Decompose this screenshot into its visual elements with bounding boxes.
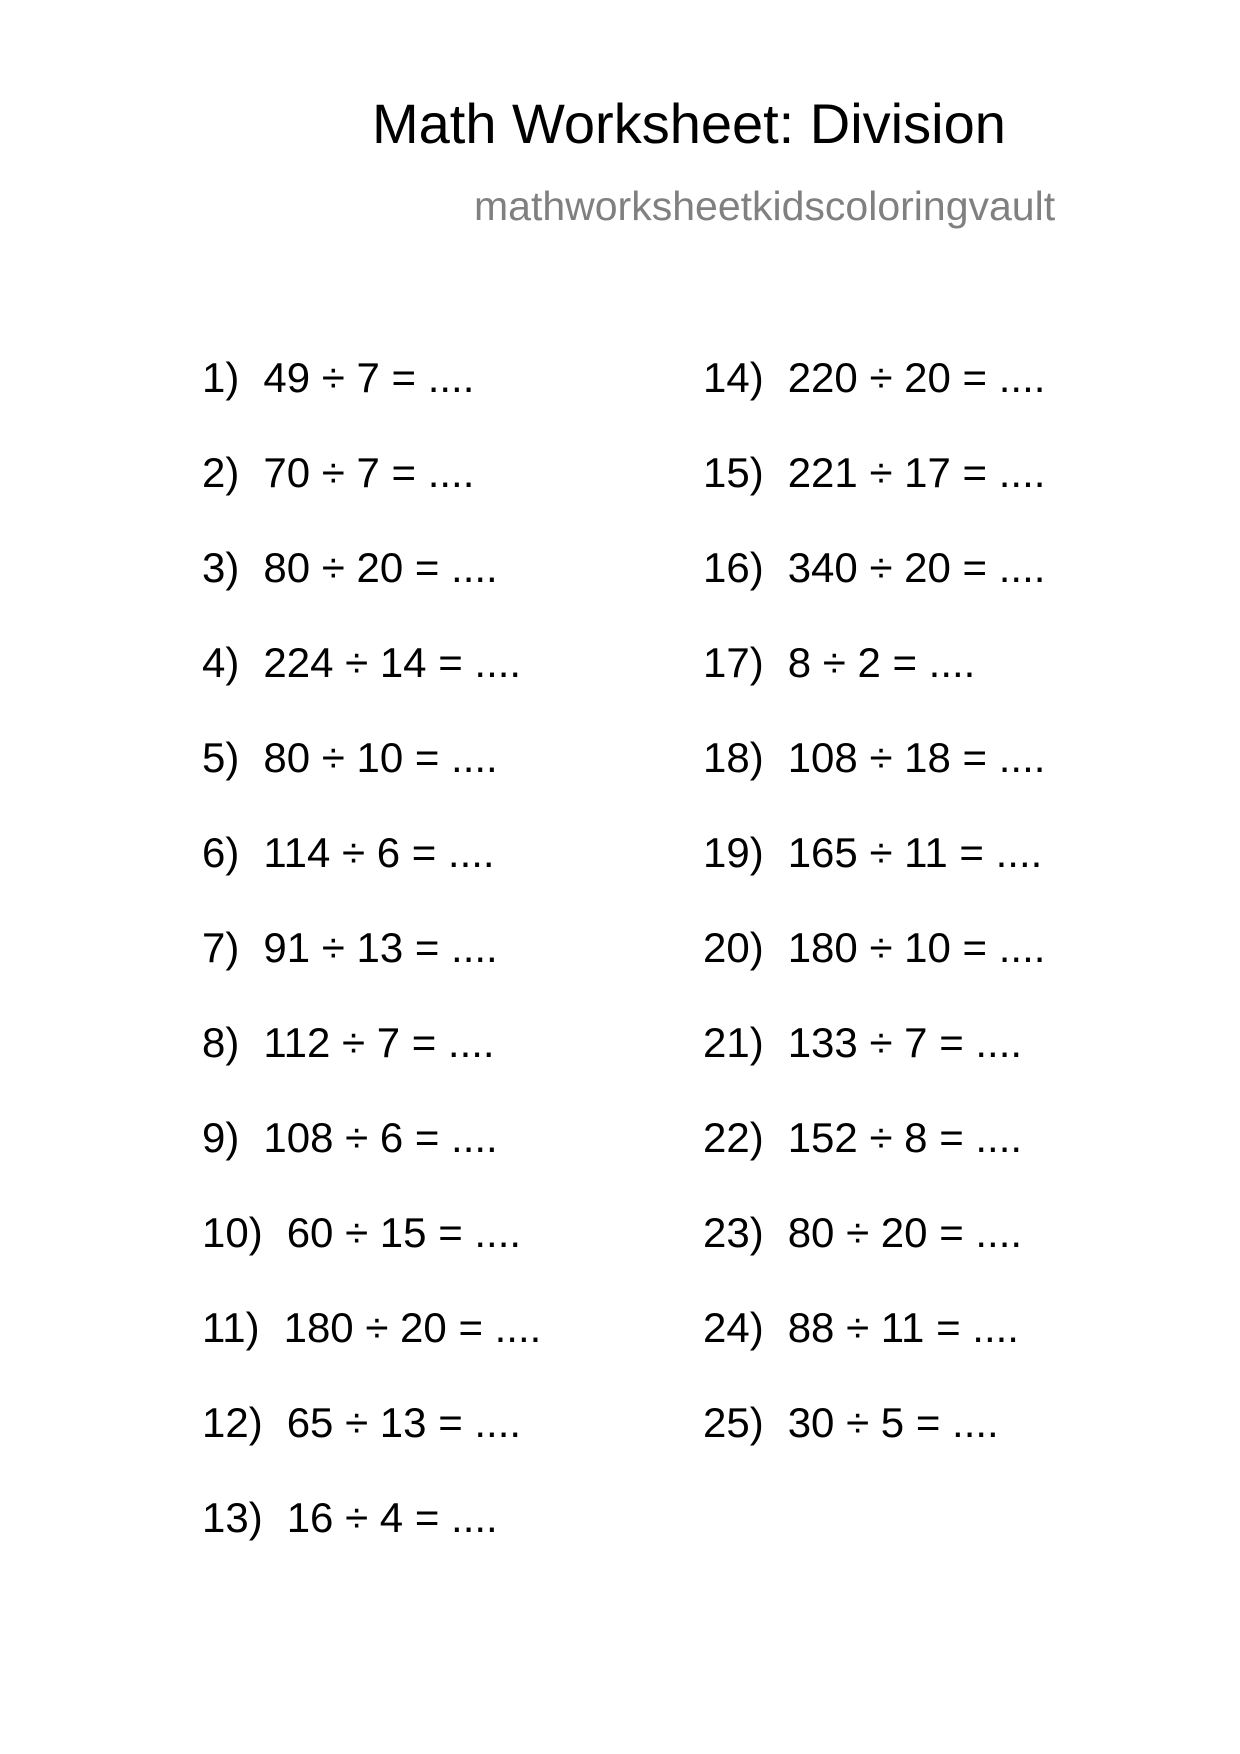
problem-7 xyxy=(202,923,498,973)
problem-number: 12) xyxy=(202,1399,263,1446)
problem-14 xyxy=(703,353,1045,403)
problem-number: 5) xyxy=(202,734,240,781)
problem-6 xyxy=(202,828,495,878)
problem-number: 2) xyxy=(202,449,240,496)
problem-number: 10) xyxy=(202,1209,263,1256)
problem-number: 11) xyxy=(202,1304,260,1351)
problem-24 xyxy=(703,1303,1019,1353)
problem-25 xyxy=(703,1398,999,1448)
problem-number: 19) xyxy=(703,829,764,876)
problem-number: 15) xyxy=(703,449,764,496)
problem-expression: 80 ÷ 10 = .... xyxy=(263,734,498,781)
problem-expression: 65 ÷ 13 = .... xyxy=(286,1399,522,1446)
problem-expression: 180 ÷ 10 = .... xyxy=(787,924,1046,971)
problem-expression: 30 ÷ 5 = .... xyxy=(787,1399,999,1446)
problem-15 xyxy=(703,448,1045,498)
problem-expression: 180 ÷ 20 = .... xyxy=(283,1304,542,1351)
problem-number: 4) xyxy=(202,639,240,686)
problem-expression: 114 ÷ 6 = .... xyxy=(263,829,495,876)
problem-expression: 91 ÷ 13 = .... xyxy=(263,924,498,971)
problem-23 xyxy=(703,1208,1022,1258)
problem-number: 9) xyxy=(202,1114,240,1161)
problem-number: 1) xyxy=(202,354,240,401)
problem-expression: 340 ÷ 20 = .... xyxy=(787,544,1046,591)
problem-number: 17) xyxy=(703,639,764,686)
problem-16 xyxy=(703,543,1045,593)
problem-8 xyxy=(202,1018,495,1068)
page-subtitle: mathworksheetkidscoloringvault xyxy=(474,183,1056,229)
problem-expression: 152 ÷ 8 = .... xyxy=(787,1114,1023,1161)
problem-1 xyxy=(202,353,474,403)
problem-expression: 108 ÷ 6 = .... xyxy=(263,1114,498,1161)
problem-5 xyxy=(202,733,498,783)
problem-number: 23) xyxy=(703,1209,764,1256)
problem-number: 25) xyxy=(703,1399,764,1446)
problem-number: 3) xyxy=(202,544,240,591)
problem-number: 18) xyxy=(703,734,764,781)
problem-expression: 165 ÷ 11 = .... xyxy=(787,829,1043,876)
page-title: Math Worksheet: Division xyxy=(372,92,1006,155)
problem-number: 21) xyxy=(703,1019,764,1066)
problem-expression: 8 ÷ 2 = .... xyxy=(787,639,976,686)
problem-number: 7) xyxy=(202,924,240,971)
problem-expression: 16 ÷ 4 = .... xyxy=(286,1494,498,1541)
problem-expression: 49 ÷ 7 = .... xyxy=(263,354,475,401)
problem-expression: 112 ÷ 7 = .... xyxy=(263,1019,495,1066)
problem-expression: 133 ÷ 7 = .... xyxy=(787,1019,1023,1066)
problem-4 xyxy=(202,638,521,688)
problem-expression: 70 ÷ 7 = .... xyxy=(263,449,475,496)
problem-number: 13) xyxy=(202,1494,263,1541)
problem-3 xyxy=(202,543,498,593)
problem-10 xyxy=(202,1208,521,1258)
problem-2 xyxy=(202,448,474,498)
problem-17 xyxy=(703,638,975,688)
problem-21 xyxy=(703,1018,1022,1068)
problem-expression: 220 ÷ 20 = .... xyxy=(787,354,1046,401)
problem-number: 14) xyxy=(703,354,764,401)
problem-expression: 80 ÷ 20 = .... xyxy=(787,1209,1023,1256)
problem-expression: 80 ÷ 20 = .... xyxy=(263,544,498,591)
problem-9 xyxy=(202,1113,498,1163)
problem-19 xyxy=(703,828,1042,878)
problem-expression: 224 ÷ 14 = .... xyxy=(263,639,522,686)
problem-number: 6) xyxy=(202,829,240,876)
problem-expression: 60 ÷ 15 = .... xyxy=(286,1209,522,1256)
problem-number: 22) xyxy=(703,1114,764,1161)
problem-13 xyxy=(202,1493,498,1543)
problem-expression: 108 ÷ 18 = .... xyxy=(787,734,1046,781)
problem-number: 24) xyxy=(703,1304,764,1351)
problem-22 xyxy=(703,1113,1022,1163)
problem-number: 20) xyxy=(703,924,764,971)
problem-expression: 221 ÷ 17 = .... xyxy=(787,449,1046,496)
problem-number: 16) xyxy=(703,544,764,591)
problem-number: 8) xyxy=(202,1019,240,1066)
problem-12 xyxy=(202,1398,521,1448)
problem-20 xyxy=(703,923,1045,973)
problem-18 xyxy=(703,733,1045,783)
problem-11 xyxy=(202,1303,541,1353)
problem-expression: 88 ÷ 11 = .... xyxy=(787,1304,1019,1351)
